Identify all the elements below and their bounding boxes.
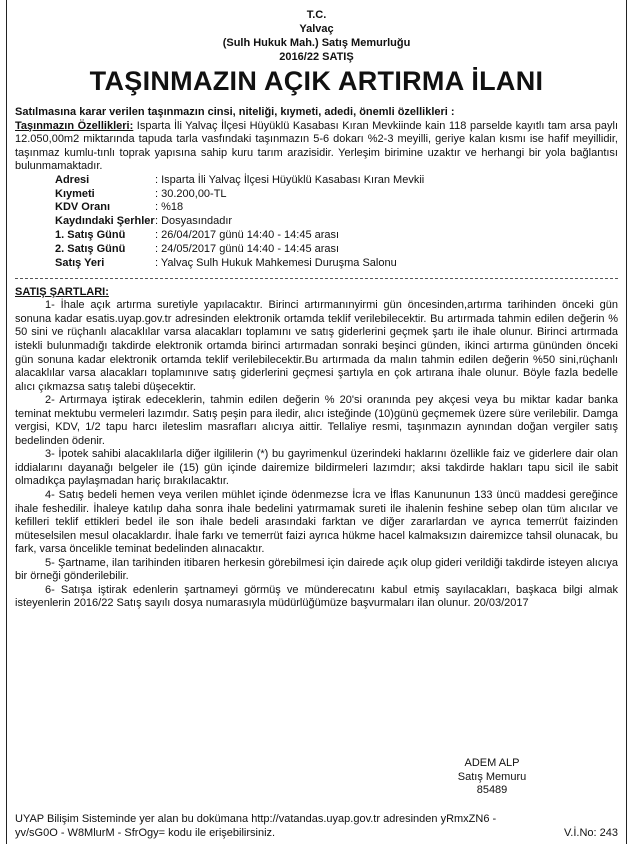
header-line-file: 2016/22 SATIŞ — [279, 51, 354, 63]
header-line-office: (Sulh Hukuk Mah.) Satış Memurluğu — [222, 37, 411, 49]
property-key: Satış Yeri — [55, 256, 105, 269]
property-value: : 26/04/2017 günü 14:40 - 14:45 arası — [155, 228, 340, 241]
signature-number: 85489 — [476, 784, 508, 797]
condition-6: 6- Satışa iştirak edenlerin şartnameyi görmüş ve münderecatını kabul etmiş sayılacakları, başkaca bilgi almak isteyenlerin 2016/22 Satış sayılı dosya numarasıyla müdürlüğümüze başvurmaları ilan olunur. 20/03/2017 — [15, 583, 618, 610]
property-row — [15, 257, 618, 271]
property-list — [15, 174, 618, 271]
notice-title: TAŞINMAZIN AÇIK ARTIRMA İLANI — [89, 66, 544, 96]
condition-4: 4- Satış bedeli hemen veya verilen mühlet içinde ödenmezse İcra ve İflas Kanununun 133 üncü maddesi gereğince ihale feshedilir. İhaleye katılıp daha sonra ihale bedelini yatırmamak sureti ile ihalenin feshine sebep olan tüm alıcılar ve kefilleri teklif ettikleri bedel ile son ihale bedeli arasındaki farktan ve diğer zararlardan ve ayrıca temerrüt faizinden müteselsilen mesul olacaklardır. İhale farkı ve temerrüt faizi ayrıca hükme hacel kalmaksızın dairemizce tahsil olunacak, bu fark, varsa öncelikle teminat bedelinden alınacaktır. — [15, 488, 618, 556]
property-row — [15, 229, 618, 243]
property-value: : 30.200,00-TL — [155, 187, 227, 200]
notice-header — [15, 8, 618, 64]
condition-5: 5- Şartname, ilan tarihinden itibaren herkesin görebilmesi için dairede açık olup gideri verildiği takdirde isteyen alıcıya bir örneği gönderilebilir. — [15, 556, 618, 583]
property-value: : Isparta İli Yalvaç İlçesi Hüyüklü Kasabası Kıran Mevkii — [155, 173, 425, 186]
signature-name: ADEM ALP — [464, 757, 520, 769]
features-label: Taşınmazın Özellikleri: — [15, 119, 134, 132]
intro-text: Satılmasına karar verilen taşınmazın cinsi, niteliği, kıymeti, adedi, önemli özellikleri : — [15, 106, 455, 118]
property-value: : 24/05/2017 günü 14:40 - 14:45 arası — [155, 242, 340, 255]
features-paragraph — [15, 120, 618, 174]
notice-page — [6, 0, 627, 844]
dashed-divider — [15, 278, 618, 279]
conditions-title: SATIŞ ŞARTLARI: — [15, 286, 109, 299]
footer-line-2: yv/sG0O - W8MlurM - SfrOgy= kodu ile erişebilirsiniz. — [15, 827, 276, 839]
footer-line-1: UYAP Bilişim Sisteminde yer alan bu dokümana http://vatandas.uyap.gov.tr adresinden yRmxZN6 - — [15, 813, 497, 825]
footer — [15, 812, 618, 840]
header-line-town: Yalvaç — [299, 23, 334, 35]
features-text: Isparta İli Yalvaç İlçesi Hüyüklü Kasabası Kıran Mevkiinde kain 118 parselde kayıtlı tam arsa paylı 12.050,00m2 miktarında tapuda tarla vasfındaki taşınmazın 5-6 dokarı %2-3 meyilli, geriye kalan kısmı ise hafif meyillidir, taşınmaz kumlu-tınlı toprak yapısına sahip kuru tarım arazisidir. Yerleşim birimine uzaktır ve herhangi bir yola bağlantısı bulunmamaktadır. — [15, 119, 618, 173]
conditions-list — [15, 299, 618, 611]
property-value: : %18 — [155, 201, 184, 214]
condition-2: 2- Artırmaya iştirak edeceklerin, tahmin edilen değerin % 20'si oranında pey akçesi veya bu miktar kadar banka teminat mektubu vermeleri lazımdır. Satış peşin para iledir, alıcı isteğinde (10)günü geçmemek üzere süre verilebilir. Damga vergisi, KDV, 1/2 tapu harcı ileteslim masrafları alıcıya aittir. Tellaliye resmi, taşınmazın aynından doğan vergiler satış bedelinden ödenir. — [15, 394, 618, 447]
signature-block — [427, 757, 557, 798]
condition-3: 3- İpotek sahibi alacaklılarla diğer ilgililerin (*) bu gayrimenkul üzerindeki haklarını özellikle faiz ve giderlere dair olan iddialarını dayanağı belgeler ile (15) gün içinde dairemize bildirmeleri lazımdır; aksi takdirde hakları tapu sicil ile sabit olmadıkça paylaşmadan hariç bırakılacaktır. — [15, 448, 618, 488]
property-key: Kıymeti — [55, 187, 95, 200]
header-line-tc: T.C. — [306, 9, 327, 21]
property-row — [15, 188, 618, 202]
property-row — [15, 243, 618, 257]
property-value: : Dosyasındadır — [155, 215, 233, 228]
property-value: : Yalvaç Sulh Hukuk Mahkemesi Duruşma Salonu — [155, 256, 397, 269]
property-row — [15, 174, 618, 188]
property-row — [15, 201, 618, 215]
property-key: Adresi — [55, 173, 90, 186]
property-key: 2. Satış Günü — [55, 242, 126, 255]
property-key: KDV Oranı — [55, 201, 111, 214]
property-row — [15, 215, 618, 229]
signature-role: Satış Memuru — [457, 770, 527, 783]
property-key: Kaydındaki Şerhler — [55, 215, 155, 228]
footer-reference: V.İ.No: 243 — [563, 827, 618, 839]
property-key: 1. Satış Günü — [55, 228, 126, 241]
condition-1: 1- İhale açık artırma suretiyle yapılacaktır. Birinci artırmanınyirmi gün öncesinden,artırma tarihinden önceki gün sonuna kadar esatis.uyap.gov.tr adresinden elektronik ortamda teklif verilebilecektir. Bu artırmada tahmin edilen değerin % 50 sini ve rüçhanlı alacaklılar varsa alacakları toplamını ve satış giderlerini geçmek şartı ile ihale olunur. Birinci artırmada istekli bulunmadığı takdirde elektronik ortamda birinci artırmadan sonraki beşinci günden, ikinci artırma gününden önceki gün sonuna kadar elektronik ortamda teklif verilebilecektir.Bu artırmada da malın tahmin edilen değerin %50 sini,rüçhanlı alacaklılar varsa alacakları toplamınıve satış giderlerini geçmesi şartıyla en çok artırana ihale olunur. Böyle fazla bedelle alıcı çıkmazsa satış talebi düşecektir. — [15, 299, 618, 393]
